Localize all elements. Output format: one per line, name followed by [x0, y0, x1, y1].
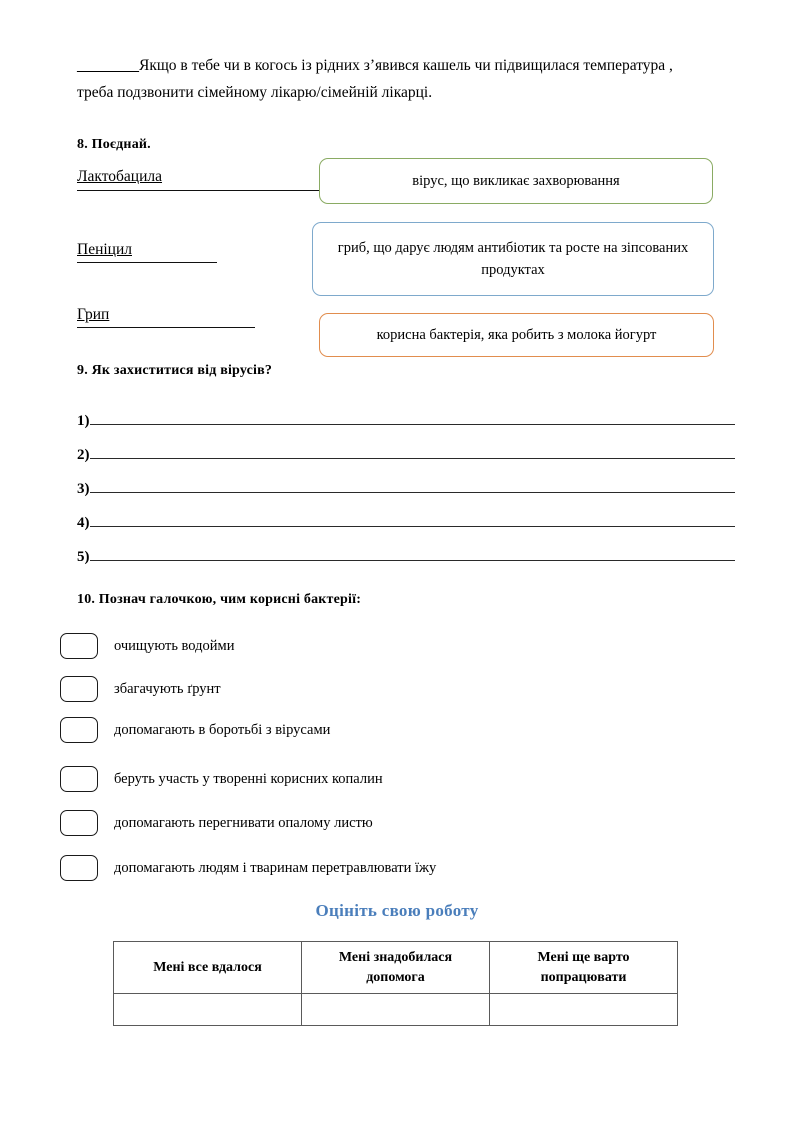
checkbox-4[interactable] [60, 810, 98, 836]
answer-line-4 [77, 515, 737, 532]
assessment-cell-2[interactable] [490, 994, 678, 1026]
answer-line-2-number: 2) [77, 447, 90, 463]
question-10-heading: 10. Познач галочкою, чим корисні бактерії: [77, 592, 362, 607]
assessment-title: Оцініть свою роботу [315, 901, 479, 920]
answer-line-4-number: 4) [77, 515, 90, 531]
answer-line-1-number: 1) [77, 413, 90, 429]
answer-line-1-input[interactable] [90, 413, 735, 425]
checkbox-item-0[interactable] [60, 631, 234, 661]
match-term-1-label: Пеніцил [77, 241, 132, 258]
checkbox-1[interactable] [60, 676, 98, 702]
checkbox-label-5: допомагають людям і тваринам перетравлювати їжу [114, 859, 437, 876]
assessment-col-2: Мені ще варто попрацювати [490, 942, 678, 994]
checkbox-label-0: очищують водойми [114, 637, 235, 654]
answer-line-5 [77, 549, 737, 566]
assessment-col-1: Мені знадобилася допомога [302, 942, 490, 994]
answer-line-5-number: 5) [77, 549, 90, 565]
match-option-box-0[interactable]: вірус, що викликає захворювання [319, 158, 713, 204]
checkbox-5[interactable] [60, 855, 98, 881]
question-8-heading: 8. Поєднай. [77, 137, 151, 152]
checkbox-label-3: беруть участь у творенні корисних копалин [114, 770, 383, 787]
intro-text: Якщо в тебе чи в когось із рідних з’явився кашель чи підвищилася температура , треба подзвонити сімейному лікарю/сімейній лікарці. [77, 56, 673, 101]
match-option-box-2[interactable]: корисна бактерія, яка робить з молока йогурт [319, 313, 714, 357]
checkbox-item-4[interactable] [60, 808, 373, 838]
checkbox-label-4: допомагають перегнивати опалому листю [114, 814, 373, 831]
assessment-answer-row [114, 994, 678, 1026]
match-term-1 [77, 241, 132, 259]
checkbox-item-1[interactable] [60, 674, 221, 704]
checkbox-item-5[interactable] [60, 853, 436, 883]
answer-line-5-input[interactable] [90, 549, 735, 561]
assessment-table [113, 941, 678, 1026]
answer-line-1 [77, 413, 737, 430]
match-connector-line-0[interactable] [77, 190, 319, 191]
match-connector-line-1[interactable] [77, 262, 217, 263]
question-9-heading: 9. Як захиститися від вірусів? [77, 363, 273, 378]
match-term-0-label: Лактобацила [77, 168, 163, 185]
answer-line-3 [77, 481, 737, 498]
checkbox-label-1: збагачують ґрунт [114, 680, 221, 697]
match-connector-line-2[interactable] [77, 327, 255, 328]
checkbox-0[interactable] [60, 633, 98, 659]
intro-paragraph [77, 52, 712, 106]
answer-line-3-number: 3) [77, 481, 90, 497]
checkbox-3[interactable] [60, 766, 98, 792]
assessment-cell-1[interactable] [302, 994, 490, 1026]
checkbox-item-3[interactable] [60, 764, 383, 794]
checkbox-2[interactable] [60, 717, 98, 743]
assessment-header-row [114, 942, 678, 994]
assessment-cell-0[interactable] [114, 994, 302, 1026]
match-option-box-1[interactable]: гриб, що дарує людям антибіотик та росте на зіпсованих продуктах [312, 222, 714, 296]
answer-line-2-input[interactable] [90, 447, 735, 459]
intro-blank[interactable]: ________ [77, 56, 139, 74]
match-term-0 [77, 168, 162, 186]
answer-line-4-input[interactable] [90, 515, 735, 527]
match-term-2-label: Грип [77, 306, 110, 323]
checkbox-label-2: допомагають в боротьбі з вірусами [114, 721, 331, 738]
match-term-2 [77, 306, 109, 324]
assessment-col-0: Мені все вдалося [114, 942, 302, 994]
answer-line-2 [77, 447, 737, 464]
answer-line-3-input[interactable] [90, 481, 735, 493]
checkbox-item-2[interactable] [60, 715, 330, 745]
